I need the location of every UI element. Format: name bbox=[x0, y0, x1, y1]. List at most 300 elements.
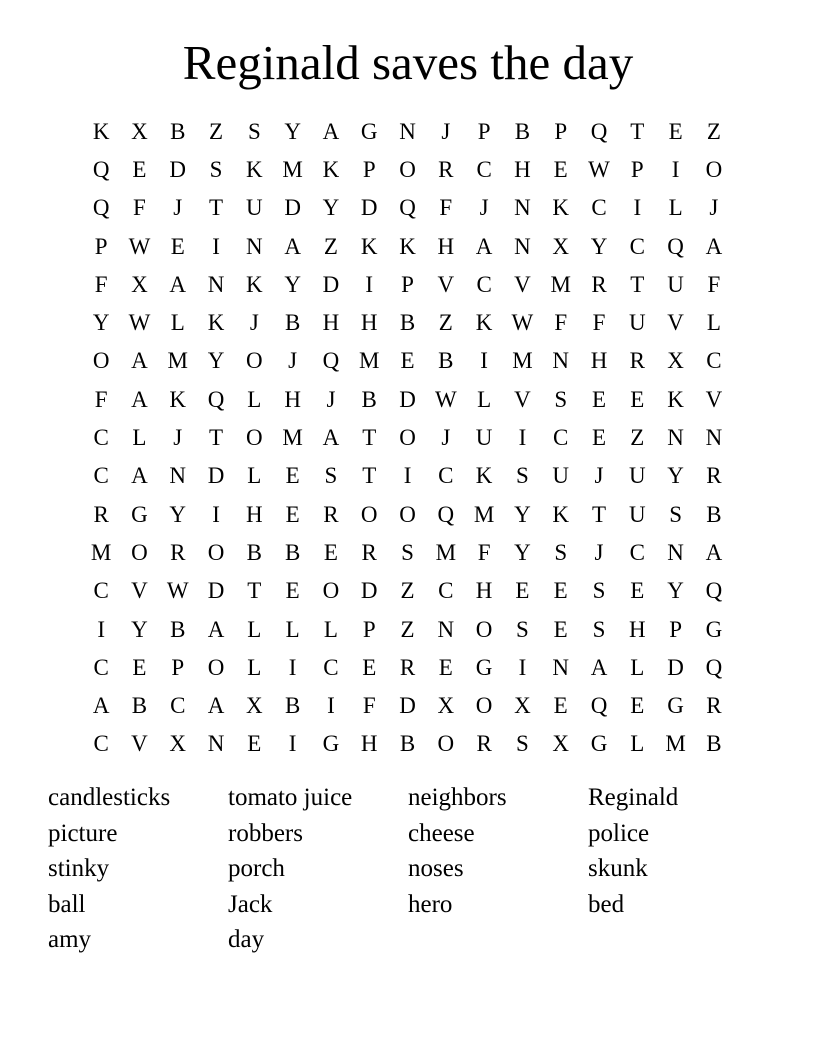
grid-letter: H bbox=[475, 578, 493, 604]
grid-letter: A bbox=[705, 539, 723, 565]
grid-letter: A bbox=[131, 386, 148, 412]
grid-letter: U bbox=[552, 463, 570, 489]
grid-letter: G bbox=[705, 616, 723, 642]
grid-letter: H bbox=[360, 731, 378, 757]
grid-letter: J bbox=[709, 195, 719, 221]
grid-letter: O bbox=[322, 578, 340, 604]
grid-letter: R bbox=[591, 271, 607, 297]
grid-letter: E bbox=[285, 578, 300, 604]
grid-letter: K bbox=[399, 233, 416, 259]
grid-letter: I bbox=[365, 271, 374, 297]
grid-letter: L bbox=[630, 731, 645, 757]
grid-letter: M bbox=[473, 501, 495, 527]
grid-letter: H bbox=[284, 386, 301, 412]
grid-letter: N bbox=[514, 195, 531, 221]
grid-letter: B bbox=[706, 501, 722, 527]
grid-letter: J bbox=[173, 195, 183, 221]
grid-letter: O bbox=[246, 425, 263, 451]
grid-letter: K bbox=[169, 386, 187, 412]
grid-letter: C bbox=[591, 195, 607, 221]
grid-letter: Q bbox=[437, 501, 455, 527]
word-list-item: police bbox=[588, 819, 650, 847]
grid-letter: G bbox=[667, 693, 684, 719]
grid-letter: S bbox=[669, 501, 682, 527]
grid-letter: F bbox=[477, 539, 491, 565]
grid-letter: D bbox=[399, 693, 416, 719]
grid-letter: G bbox=[360, 118, 378, 144]
grid-letter: P bbox=[554, 118, 568, 144]
grid-letter: B bbox=[514, 118, 531, 144]
grid-letter: E bbox=[591, 386, 607, 412]
grid-letter: W bbox=[128, 310, 151, 336]
grid-letter: E bbox=[553, 616, 568, 642]
grid-letter: P bbox=[94, 233, 108, 259]
grid-letter: L bbox=[132, 425, 147, 451]
grid-letter: H bbox=[360, 310, 378, 336]
grid-letter: T bbox=[362, 463, 377, 489]
grid-letter: U bbox=[246, 195, 263, 221]
grid-letter: S bbox=[209, 156, 223, 182]
grid-letter: N bbox=[437, 616, 455, 642]
word-list-item: Jack bbox=[228, 890, 273, 918]
grid-letter: Y bbox=[590, 233, 608, 259]
grid-letter: I bbox=[633, 195, 642, 221]
grid-letter: H bbox=[437, 233, 455, 259]
grid-letter: A bbox=[131, 348, 148, 374]
grid-letter: L bbox=[630, 654, 645, 680]
word-list-item: cheese bbox=[408, 819, 475, 847]
grid-letter: D bbox=[360, 578, 378, 604]
grid-letter: N bbox=[514, 233, 531, 259]
grid-letter: A bbox=[322, 118, 340, 144]
grid-letter: L bbox=[247, 463, 262, 489]
grid-letter: C bbox=[476, 271, 492, 297]
grid-letter: L bbox=[247, 654, 262, 680]
grid-letter: N bbox=[552, 654, 570, 680]
grid-letter: L bbox=[247, 386, 262, 412]
grid-letter: N bbox=[169, 463, 187, 489]
grid-letter: Y bbox=[169, 501, 187, 527]
grid-letter: E bbox=[400, 348, 415, 374]
grid-letter: V bbox=[514, 271, 531, 297]
grid-letter: N bbox=[207, 731, 225, 757]
grid-letter: P bbox=[630, 156, 644, 182]
grid-letter: S bbox=[592, 578, 606, 604]
grid-letter: X bbox=[169, 731, 187, 757]
grid-letter: C bbox=[476, 156, 492, 182]
grid-letter: G bbox=[475, 654, 493, 680]
grid-letter: B bbox=[284, 310, 301, 336]
word-list-item: noses bbox=[408, 855, 464, 882]
grid-letter: K bbox=[475, 463, 493, 489]
grid-letter: J bbox=[326, 386, 336, 412]
grid-letter: U bbox=[628, 310, 646, 336]
grid-letter: Y bbox=[284, 118, 301, 144]
grid-letter: X bbox=[552, 233, 570, 259]
grid-letter: K bbox=[246, 156, 263, 182]
grid-letter: E bbox=[362, 654, 377, 680]
grid-letter: C bbox=[438, 578, 454, 604]
grid-letter: E bbox=[630, 693, 645, 719]
grid-letter: T bbox=[630, 118, 645, 144]
grid-letter: L bbox=[285, 616, 300, 642]
grid-letter: W bbox=[128, 233, 151, 259]
grid-letter: K bbox=[207, 310, 225, 336]
grid-letter: B bbox=[170, 118, 186, 144]
grid-letter: J bbox=[594, 539, 604, 565]
letter-grid bbox=[82, 112, 733, 763]
grid-letter: F bbox=[554, 310, 568, 336]
grid-letter: C bbox=[553, 425, 569, 451]
grid-letter: Z bbox=[400, 578, 415, 604]
word-list-item: picture bbox=[48, 819, 118, 847]
grid-letter: V bbox=[131, 731, 148, 757]
grid-letter: W bbox=[511, 310, 534, 336]
grid-letter: C bbox=[323, 654, 339, 680]
grid-letter: C bbox=[93, 425, 109, 451]
grid-letter: B bbox=[284, 693, 301, 719]
grid-letter: B bbox=[131, 693, 148, 719]
grid-letter: O bbox=[399, 501, 416, 527]
grid-letter: K bbox=[552, 195, 570, 221]
grid-letter: U bbox=[667, 271, 684, 297]
grid-letter: R bbox=[93, 501, 109, 527]
grid-letter: Z bbox=[323, 233, 338, 259]
grid-letter: D bbox=[360, 195, 378, 221]
word-list-item: tomato juice bbox=[228, 784, 353, 811]
grid-letter: S bbox=[554, 539, 568, 565]
grid-letter: Q bbox=[399, 195, 416, 221]
grid-letter: L bbox=[170, 310, 185, 336]
grid-letter: R bbox=[399, 654, 416, 680]
grid-letter: X bbox=[131, 118, 148, 144]
grid-letter: B bbox=[170, 616, 186, 642]
grid-letter: J bbox=[173, 425, 183, 451]
grid-letter: A bbox=[131, 463, 148, 489]
grid-letter: H bbox=[590, 348, 608, 374]
grid-letter: E bbox=[668, 118, 683, 144]
grid-letter: P bbox=[477, 118, 491, 144]
grid-letter: H bbox=[514, 156, 531, 182]
grid-letter: E bbox=[323, 539, 338, 565]
grid-letter: X bbox=[552, 731, 570, 757]
grid-letter: K bbox=[475, 310, 493, 336]
grid-letter: N bbox=[705, 425, 723, 451]
grid-letter: G bbox=[322, 731, 340, 757]
grid-letter: D bbox=[322, 271, 340, 297]
word-list-item: robbers bbox=[228, 819, 303, 847]
grid-letter: D bbox=[169, 156, 187, 182]
grid-letter: A bbox=[92, 693, 110, 719]
grid-letter: S bbox=[324, 463, 338, 489]
grid-letter: K bbox=[92, 118, 110, 144]
grid-letter: X bbox=[246, 693, 263, 719]
grid-letter: H bbox=[628, 616, 646, 642]
grid-letter: V bbox=[131, 578, 148, 604]
grid-letter: C bbox=[93, 731, 109, 757]
grid-letter: Q bbox=[705, 654, 723, 680]
grid-letter: A bbox=[590, 654, 608, 680]
grid-letter: R bbox=[323, 501, 339, 527]
grid-letter: C bbox=[170, 693, 186, 719]
page-title: Reginald saves the day bbox=[182, 35, 634, 90]
grid-letter: I bbox=[480, 348, 488, 374]
grid-letter: S bbox=[516, 463, 529, 489]
grid-letter: P bbox=[362, 616, 376, 642]
grid-letter: Y bbox=[514, 539, 531, 565]
grid-letter: A bbox=[207, 616, 225, 642]
grid-letter: Q bbox=[705, 578, 723, 604]
grid-letter: O bbox=[399, 156, 416, 182]
grid-letter: M bbox=[435, 539, 457, 565]
grid-letter: E bbox=[553, 578, 568, 604]
grid-letter: J bbox=[594, 463, 604, 489]
grid-letter: I bbox=[327, 693, 335, 719]
word-list-item: Reginald bbox=[588, 784, 679, 811]
word-list-item: neighbors bbox=[408, 784, 507, 811]
grid-letter: Z bbox=[630, 425, 645, 451]
grid-letter: K bbox=[667, 386, 684, 412]
grid-letter: A bbox=[169, 271, 187, 297]
grid-letter: H bbox=[322, 310, 340, 336]
grid-letter: H bbox=[246, 501, 263, 527]
grid-letter: E bbox=[553, 156, 568, 182]
grid-letter: T bbox=[209, 425, 224, 451]
grid-letter: P bbox=[362, 156, 376, 182]
grid-letter: B bbox=[438, 348, 454, 374]
grid-letter: O bbox=[399, 425, 416, 451]
grid-letter: I bbox=[212, 501, 220, 527]
grid-letter: J bbox=[249, 310, 259, 336]
grid-letter: Q bbox=[207, 386, 225, 412]
grid-letter: S bbox=[401, 539, 414, 565]
word-list-item: ball bbox=[48, 890, 86, 918]
grid-letter: R bbox=[476, 731, 492, 757]
grid-letter: G bbox=[131, 501, 148, 527]
grid-letter: C bbox=[629, 539, 645, 565]
grid-letter: I bbox=[97, 616, 105, 642]
grid-letter: N bbox=[667, 539, 684, 565]
grid-letter: F bbox=[362, 693, 376, 719]
grid-letter: E bbox=[170, 233, 185, 259]
grid-letter: E bbox=[285, 501, 300, 527]
grid-letter: I bbox=[403, 463, 412, 489]
grid-letter: J bbox=[288, 348, 298, 374]
grid-letter: C bbox=[629, 233, 645, 259]
word-list-item: day bbox=[228, 926, 265, 953]
word-list-item: amy bbox=[48, 926, 92, 953]
grid-letter: E bbox=[132, 156, 147, 182]
grid-letter: O bbox=[131, 539, 148, 565]
grid-letter: V bbox=[705, 386, 723, 412]
grid-letter: N bbox=[399, 118, 416, 144]
grid-letter: C bbox=[93, 654, 109, 680]
grid-letter: M bbox=[282, 156, 303, 182]
grid-letter: S bbox=[554, 386, 568, 412]
grid-letter: K bbox=[246, 271, 263, 297]
grid-letter: J bbox=[441, 118, 451, 144]
grid-letter: O bbox=[360, 501, 378, 527]
word-list-item: candlesticks bbox=[48, 784, 171, 811]
grid-letter: R bbox=[361, 539, 377, 565]
word-list-item: hero bbox=[408, 890, 453, 918]
grid-letter: C bbox=[93, 463, 109, 489]
grid-letter: A bbox=[322, 425, 340, 451]
grid-letter: R bbox=[629, 348, 645, 374]
grid-letter: O bbox=[475, 693, 493, 719]
grid-letter: O bbox=[705, 156, 723, 182]
grid-letter: F bbox=[707, 271, 721, 297]
grid-letter: D bbox=[667, 654, 684, 680]
grid-letter: Q bbox=[92, 156, 110, 182]
grid-letter: Z bbox=[438, 310, 453, 336]
grid-letter: E bbox=[285, 463, 300, 489]
grid-letter: B bbox=[361, 386, 377, 412]
grid-letter: C bbox=[93, 578, 109, 604]
grid-letter: P bbox=[669, 616, 682, 642]
grid-letter: L bbox=[247, 616, 262, 642]
grid-letter: X bbox=[667, 348, 684, 374]
grid-letter: M bbox=[550, 271, 571, 297]
grid-letter: O bbox=[437, 731, 455, 757]
grid-letter: B bbox=[399, 310, 416, 336]
grid-letter: N bbox=[552, 348, 570, 374]
grid-letter: D bbox=[284, 195, 301, 221]
grid-letter: C bbox=[438, 463, 454, 489]
grid-letter: T bbox=[209, 195, 224, 221]
grid-letter: M bbox=[665, 731, 686, 757]
grid-letter: U bbox=[628, 463, 646, 489]
grid-letter: Q bbox=[590, 693, 608, 719]
grid-letter: R bbox=[706, 463, 722, 489]
grid-letter: J bbox=[479, 195, 489, 221]
grid-letter: A bbox=[705, 233, 723, 259]
grid-letter: E bbox=[438, 654, 453, 680]
grid-letter: Q bbox=[322, 348, 340, 374]
grid-letter: S bbox=[516, 616, 529, 642]
grid-letter: W bbox=[588, 156, 610, 182]
grid-letter: Y bbox=[284, 271, 301, 297]
grid-letter: M bbox=[512, 348, 533, 374]
grid-letter: K bbox=[552, 501, 570, 527]
grid-letter: T bbox=[630, 271, 645, 297]
grid-letter: Z bbox=[209, 118, 224, 144]
grid-letter: O bbox=[207, 654, 225, 680]
grid-letter: Y bbox=[667, 463, 684, 489]
grid-letter: T bbox=[362, 425, 377, 451]
grid-letter: N bbox=[667, 425, 684, 451]
grid-letter: Y bbox=[92, 310, 110, 336]
grid-letter: M bbox=[90, 539, 112, 565]
grid-letter: I bbox=[671, 156, 680, 182]
grid-letter: K bbox=[322, 156, 340, 182]
grid-letter: Y bbox=[667, 578, 684, 604]
grid-letter: Y bbox=[207, 348, 225, 374]
grid-letter: F bbox=[439, 195, 453, 221]
grid-letter: F bbox=[133, 195, 146, 221]
word-list-item: skunk bbox=[588, 855, 648, 882]
grid-letter: R bbox=[706, 693, 722, 719]
grid-letter: E bbox=[630, 578, 645, 604]
grid-letter: W bbox=[434, 386, 457, 412]
grid-letter: L bbox=[477, 386, 492, 412]
grid-letter: Y bbox=[131, 616, 148, 642]
grid-letter: V bbox=[437, 271, 455, 297]
grid-letter: V bbox=[667, 310, 684, 336]
grid-letter: X bbox=[131, 271, 148, 297]
grid-letter: P bbox=[401, 271, 414, 297]
grid-letter: E bbox=[132, 654, 147, 680]
grid-letter: E bbox=[247, 731, 262, 757]
grid-letter: N bbox=[246, 233, 263, 259]
grid-letter: B bbox=[399, 731, 416, 757]
grid-letter: R bbox=[438, 156, 454, 182]
grid-letter: E bbox=[553, 693, 568, 719]
grid-letter: O bbox=[92, 348, 110, 374]
grid-letter: E bbox=[515, 578, 530, 604]
grid-letter: A bbox=[207, 693, 225, 719]
grid-letter: B bbox=[246, 539, 262, 565]
grid-letter: I bbox=[288, 654, 297, 680]
grid-letter: D bbox=[207, 578, 225, 604]
grid-letter: M bbox=[282, 425, 303, 451]
grid-letter: R bbox=[170, 539, 186, 565]
grid-letter: I bbox=[518, 425, 527, 451]
grid-letter: U bbox=[475, 425, 493, 451]
grid-letter: Q bbox=[590, 118, 608, 144]
grid-letter: Z bbox=[400, 616, 415, 642]
grid-letter: B bbox=[706, 731, 722, 757]
grid-letter: N bbox=[207, 271, 225, 297]
grid-letter: O bbox=[475, 616, 493, 642]
word-list-item: porch bbox=[228, 855, 285, 882]
grid-letter: D bbox=[207, 463, 225, 489]
grid-letter: D bbox=[399, 386, 416, 412]
grid-letter: L bbox=[668, 195, 683, 221]
word-list-item: bed bbox=[588, 890, 625, 918]
grid-letter: F bbox=[94, 271, 108, 297]
grid-letter: X bbox=[514, 693, 531, 719]
grid-letter: B bbox=[284, 539, 301, 565]
grid-letter: O bbox=[246, 348, 263, 374]
grid-letter: A bbox=[284, 233, 301, 259]
grid-letter: T bbox=[591, 501, 607, 527]
grid-letter: X bbox=[437, 693, 455, 719]
grid-letter: L bbox=[323, 616, 338, 642]
word-list-item: stinky bbox=[48, 855, 110, 882]
grid-letter: K bbox=[360, 233, 378, 259]
grid-letter: Q bbox=[92, 195, 110, 221]
grid-letter: V bbox=[514, 386, 531, 412]
grid-letter: Y bbox=[322, 195, 340, 221]
grid-letter: I bbox=[212, 233, 220, 259]
grid-letter: E bbox=[630, 386, 645, 412]
grid-letter: A bbox=[475, 233, 493, 259]
grid-letter: W bbox=[166, 578, 189, 604]
grid-letter: M bbox=[359, 348, 380, 374]
grid-letter: J bbox=[441, 425, 451, 451]
grid-letter: S bbox=[516, 731, 529, 757]
grid-letter: S bbox=[247, 118, 261, 144]
word-list bbox=[48, 780, 768, 958]
grid-letter: G bbox=[590, 731, 608, 757]
grid-letter: Y bbox=[514, 501, 531, 527]
grid-letter: P bbox=[171, 654, 185, 680]
grid-letter: F bbox=[94, 386, 108, 412]
grid-letter: M bbox=[167, 348, 188, 374]
grid-letter: E bbox=[591, 425, 607, 451]
grid-letter: F bbox=[592, 310, 606, 336]
